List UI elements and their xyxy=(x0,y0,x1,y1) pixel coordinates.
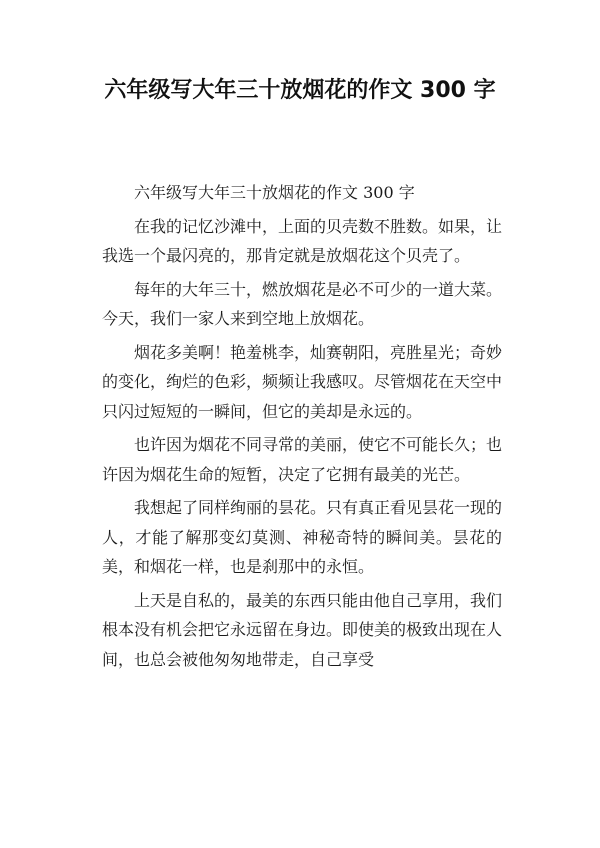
paragraph: 也许因为烟花不同寻常的美丽，使它不可能长久；也许因为烟花生命的短暂，决定了它拥有最美的光芒。 xyxy=(102,435,503,484)
document-body xyxy=(102,178,502,678)
paragraph: 我想起了同样绚丽的昙花。只有真正看见昙花一现的人，才能了解那变幻莫测、神秘奇特的瞬间美。昙花的美，和烟花一样，也是刹那中的永恒。 xyxy=(102,498,503,576)
paragraph: 上天是自私的，最美的东西只能由他自己享用，我们根本没有机会把它永远留在身边。即使美的极致出现在人间，也总会被他匆匆地带走，自己享受 xyxy=(102,590,503,669)
document-title: 六年级写大年三十放烟花的作文 300 字 xyxy=(104,78,496,103)
paragraph: 在我的记忆沙滩中，上面的贝壳数不胜数。如果，让我选一个最闪亮的，那肯定就是放烟花这个贝壳了。 xyxy=(102,216,503,265)
paragraph: 烟花多美啊！艳羞桃李，灿赛朝阳，亮胜星光；奇妙的变化，绚烂的色彩，频频让我感叹。尽管烟花在天空中只闪过短短的一瞬间，但它的美却是永远的。 xyxy=(102,342,503,421)
paragraph: 每年的大年三十，燃放烟花是必不可少的一道大菜。今天，我们一家人来到空地上放烟花。 xyxy=(102,279,503,328)
document-subtitle: 六年级写大年三十放烟花的作文 300 字 xyxy=(134,183,415,202)
